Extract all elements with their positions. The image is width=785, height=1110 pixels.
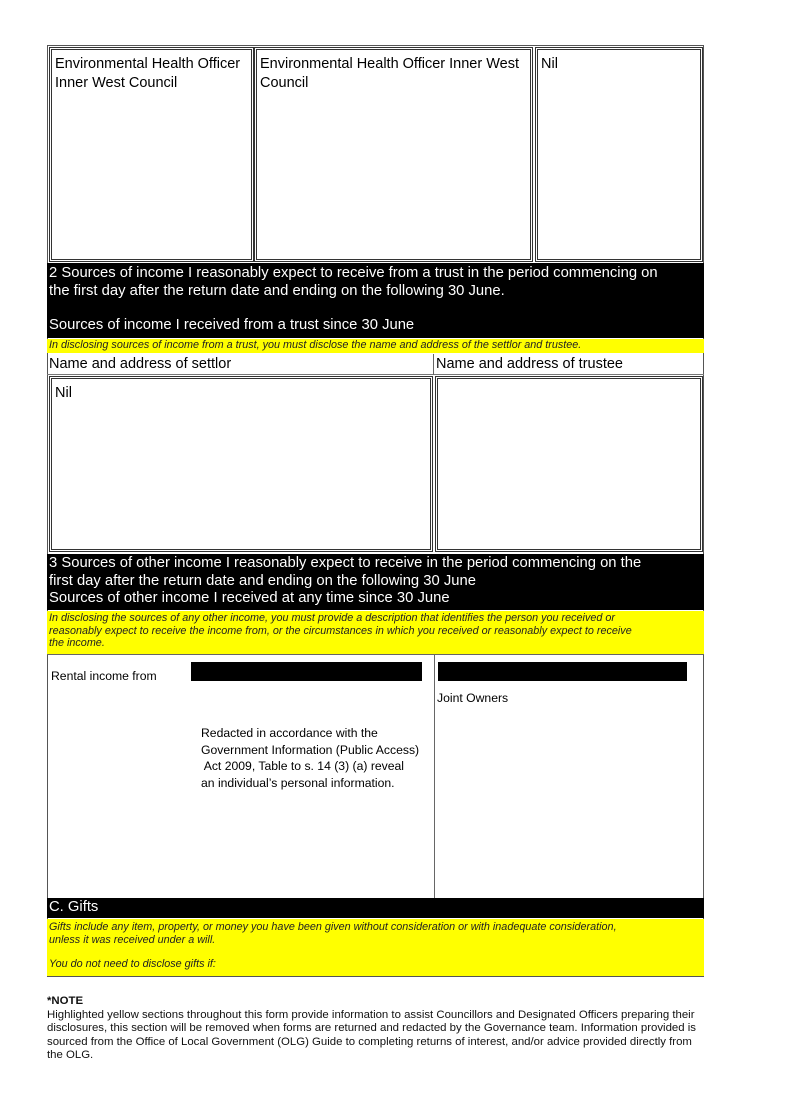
gifts-guidance: [47, 919, 704, 976]
position-cell-2: [254, 47, 533, 262]
rental-income-label: Rental income from: [51, 669, 157, 683]
gifts-heading-text: C. Gifts: [49, 899, 99, 915]
redaction-bar-owners: [438, 662, 687, 681]
section-2-heading-line-3: Sources of income I received from a trust since 30 June: [49, 317, 415, 333]
note-line-1: Highlighted yellow sections throughout this form provide information to assist Councillors and Designated Officers preparing their: [47, 1008, 695, 1021]
section-3-guidance-line-3: the income.: [49, 637, 105, 649]
trustee-column-label: Name and address of trustee: [436, 356, 623, 372]
section-3-heading: [47, 554, 704, 610]
redaction-notice-line-3: Act 2009, Table to s. 14 (3) (a) reveal: [201, 759, 405, 773]
gifts-heading: [47, 898, 704, 918]
note-line-3: sourced from the Office of Local Government (OLG) Guide to completing returns of interest, and/or advice provided directly from: [47, 1035, 692, 1048]
form-note: [47, 995, 747, 1063]
section-2-guidance: [47, 339, 704, 353]
section-3-heading-line-3: Sources of other income I received at any time since 30 June: [49, 590, 450, 606]
redaction-notice-line-4: an individual’s personal information.: [201, 775, 395, 790]
section-2-guidance-text: In disclosing sources of income from a trust, you must disclose the name and address of the settlor and trustee.: [49, 339, 582, 351]
position-text-2: Environmental Health Officer Inner West Council: [260, 56, 519, 91]
section-3-heading-line-1: 3 Sources of other income I reasonably expect to receive in the period commencing on the: [49, 555, 642, 571]
redaction-bar-address: [191, 662, 422, 681]
redaction-notice: [201, 725, 431, 791]
note-line-4: the OLG.: [47, 1049, 94, 1061]
gifts-guidance-line-2: unless it was received under a will.: [49, 933, 216, 946]
position-text-3: Nil: [541, 56, 558, 72]
section-3-guidance: [47, 611, 704, 654]
section-2-heading-line-2: the first day after the return date and ending on the following 30 June.: [49, 282, 505, 299]
position-cell-3: [535, 47, 703, 262]
gifts-guidance-line-1: Gifts include any item, property, or money you have been given without consideration or with inadequate consideration,: [49, 921, 617, 933]
note-line-2: disclosures, this section will be removed when forms are returned and redacted by the Governance team. Information provided is: [47, 1022, 696, 1034]
section-2-heading: [47, 263, 704, 338]
gifts-guidance-line-3: You do not need to disclose gifts if:: [49, 958, 216, 970]
section-2-heading-line-1: 2 Sources of income I reasonably expect to receive from a trust in the period commencing on: [49, 265, 658, 281]
section-3-heading-line-2: first day after the return date and ending on the following 30 June: [49, 572, 476, 589]
section-3-guidance-line-1: In disclosing the sources of any other income, you must provide a description that identifies the person you received or: [49, 612, 615, 624]
position-cell-1: [49, 47, 254, 262]
settlor-value: Nil: [55, 385, 72, 401]
settlor-value-cell: [49, 376, 433, 552]
redaction-notice-line-1: Redacted in accordance with the: [201, 726, 378, 740]
trustee-column-header: [434, 354, 704, 375]
position-text-1: Environmental Health Officer Inner West Council: [55, 56, 241, 91]
settlor-column-label: Name and address of settlor: [49, 356, 232, 372]
joint-owners-label: Joint Owners: [437, 691, 509, 705]
settlor-column-header: [47, 354, 433, 375]
section-3-guidance-line-2: reasonably expect to receive the income from, or the circumstances in which you received or reasonably expect to receive: [49, 624, 632, 637]
trustee-value-cell: [435, 376, 703, 552]
section-3-column-divider: [434, 655, 435, 898]
section-3-top-rule: [47, 654, 704, 655]
redaction-notice-line-2: Government Information (Public Access): [201, 742, 420, 757]
note-title: *NOTE: [47, 995, 84, 1007]
